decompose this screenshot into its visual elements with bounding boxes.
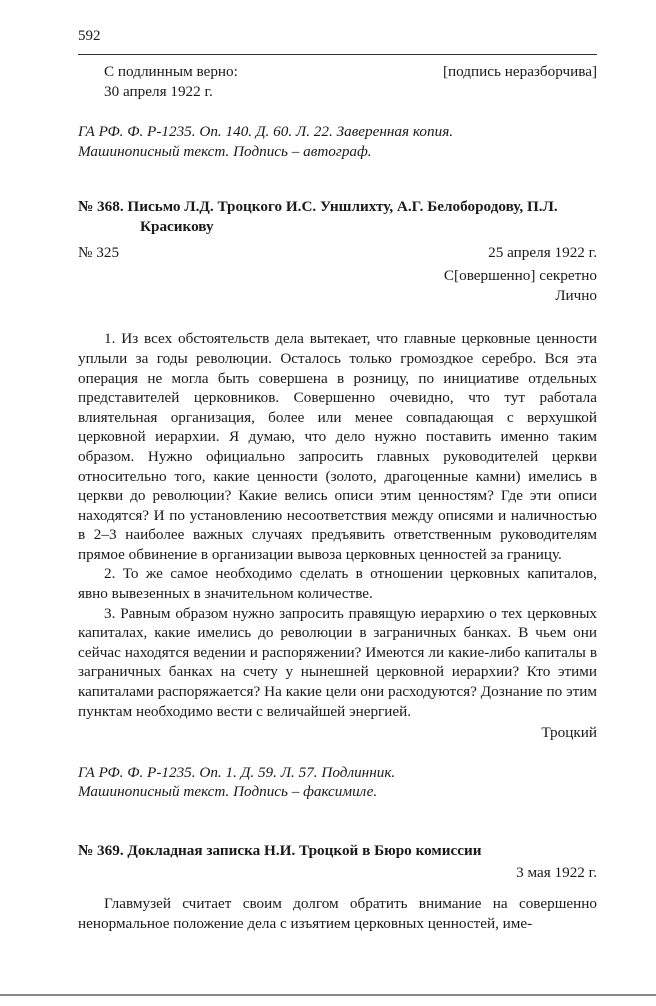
doc-368-classification: С[овершенно] секретно (443, 267, 597, 285)
doc-369-body (78, 894, 597, 933)
doc-368-date: 25 апреля 1922 г. (488, 243, 597, 261)
doc-368-personal: Лично (555, 286, 597, 304)
archive-note-2-line2: Машинописный текст. Подпись – факсимиле. (78, 783, 378, 801)
bottom-rule (0, 994, 656, 996)
doc-368-signature: Троцкий (541, 724, 597, 742)
doc-368-number: № 325 (78, 243, 120, 261)
certification-label: С подлинным верно: (104, 63, 238, 80)
doc-368-body (78, 329, 597, 721)
doc-368-paragraph-1: 1. Из всех обстоятельств дела вытекает, что главные церковные ценности уплыли за годы революции. Осталось только громоздкое серебро. Вся эта операция не могла быть совершена в розницу, по инициативе отдельных представителей церковников. Совершенно очевидно, что тут работала влиятельная организация, более или менее совпадающая с верхушкой церковной иерархии. Я думаю, что дело нужно поставить именно таким образом. Нужно официально запросить главных руководителей церкви относительно того, какие ценности (золото, драгоценные камни) имелись в церкви до революции? Какие велись описи этим ценностям? Где эти описи находятся? И по установлению несоответствия между описями и наличностью в 2–3 наиболее важных случаях предъявить ответственным руководителям прямое обвинение в организации вывоза церковных ценностей за границу. (78, 330, 597, 563)
doc-368-title: № 368. Письмо Л.Д. Троцкого И.С. Уншлихту, А.Г. Белобородову, П.Л. Красикову (78, 198, 558, 235)
archive-note-1-line2: Машинописный текст. Подпись – автограф. (78, 142, 372, 160)
header-rule (78, 54, 597, 55)
certification-date: 30 апреля 1922 г. (104, 82, 213, 100)
doc-368-paragraph-3: 3. Равным образом нужно запросить правящую иерархию о тех церковных капиталах, какие имелись до революции в заграничных банках. В чьем они сейчас находятся ведении и распоряжении? Имеются ли какие-либо капиталы в заграничных банках на счету у нынешней церковной иерархии? Кто этими капиталами распоряжается? На какие цели они расходуются? Дознание по этим пунктам необходимо вести с величайшей энергией. (78, 604, 597, 720)
page-content (78, 62, 597, 933)
doc-369-title: № 369. Докладная записка Н.И. Троцкой в Бюро комиссии (78, 842, 482, 859)
certification-row (78, 62, 597, 82)
doc-369-paragraph: Главмузей считает своим долгом обратить внимание на совершенно ненормальное положение дела с изъятием церковных ценностей, име- (78, 895, 597, 932)
doc-368-paragraph-2: 2. То же самое необходимо сделать в отношении церковных капиталов, явно вывезенных в значительном количестве. (78, 565, 597, 603)
doc-369-date: 3 мая 1922 г. (516, 863, 597, 881)
doc-368-meta (78, 243, 597, 263)
archive-note-2-line1: ГА РФ. Ф. Р-1235. Оп. 1. Д. 59. Л. 57. Подлинник. (78, 763, 396, 781)
archive-note-1 (78, 122, 597, 161)
page-number: 592 (78, 28, 101, 44)
certification-signature: [подпись неразборчива] (442, 63, 597, 80)
archive-note-2 (78, 763, 597, 802)
archive-note-1-line1: ГА РФ. Ф. Р-1235. Оп. 140. Д. 60. Л. 22. Заверенная копия. (78, 123, 454, 141)
